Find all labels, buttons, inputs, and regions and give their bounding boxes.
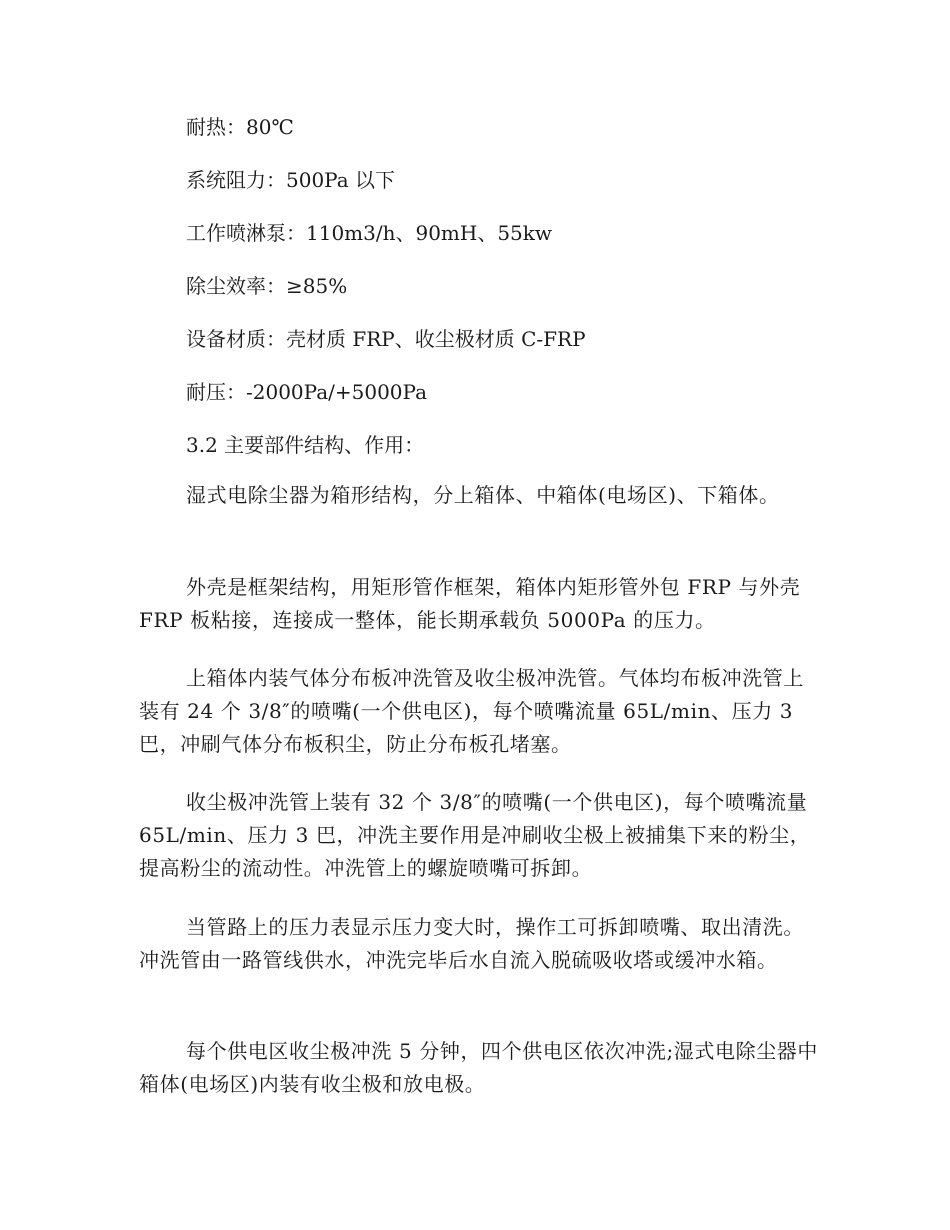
spec-spray-pump: 工作喷淋泵：110m3/h、90mH、55kw — [186, 221, 553, 245]
paragraph-upper-box: 上箱体内装气体分布板冲洗管及收尘极冲洗管。气体均布板冲洗管上装有 24 个 3/8″的喷嘴(一个供电区)，每个喷嘴流量 65L/min、压力 3 巴，冲刷气体分布板积尘，防止分布板孔堵塞。 — [139, 666, 804, 756]
paragraph-pressure-gauge: 当管路上的压力表显示压力变大时，操作工可拆卸喷嘴、取出清洗。冲洗管由一路管线供水，冲洗完毕后水自流入脱硫吸收塔或缓冲水箱。 — [139, 915, 804, 972]
spec-material: 设备材质：壳材质 FRP、收尘极材质 C-FRP — [186, 327, 586, 351]
section-heading: 3.2 主要部件结构、作用： — [186, 433, 425, 457]
spec-efficiency: 除尘效率：≥85% — [186, 274, 348, 298]
paragraph-shell: 外壳是框架结构，用矩形管作框架，箱体内矩形管外包 FRP 与外壳 FRP 板粘接，连接成一整体，能长期承载负 5000Pa 的压力。 — [139, 575, 801, 632]
paragraph-wash-cycle: 每个供电区收尘极冲洗 5 分钟，四个供电区依次冲洗;湿式电除尘器中箱体(电场区)内装有收尘极和放电极。 — [139, 1039, 818, 1096]
spec-pressure: 耐压：-2000Pa/+5000Pa — [186, 380, 428, 404]
paragraph-structure: 湿式电除尘器为箱形结构，分上箱体、中箱体(电场区)、下箱体。 — [186, 483, 780, 507]
paragraph-collector-wash: 收尘极冲洗管上装有 32 个 3/8″的喷嘴(一个供电区)，每个喷嘴流量 65L/min、压力 3 巴，冲洗主要作用是冲刷收尘极上被捕集下来的粉尘，提高粉尘的流动性。冲洗管上的螺旋喷嘴可拆卸。 — [139, 790, 811, 880]
spec-heat-resistance: 耐热：80℃ — [186, 115, 294, 139]
spec-system-resistance: 系统阻力：500Pa 以下 — [186, 168, 396, 192]
